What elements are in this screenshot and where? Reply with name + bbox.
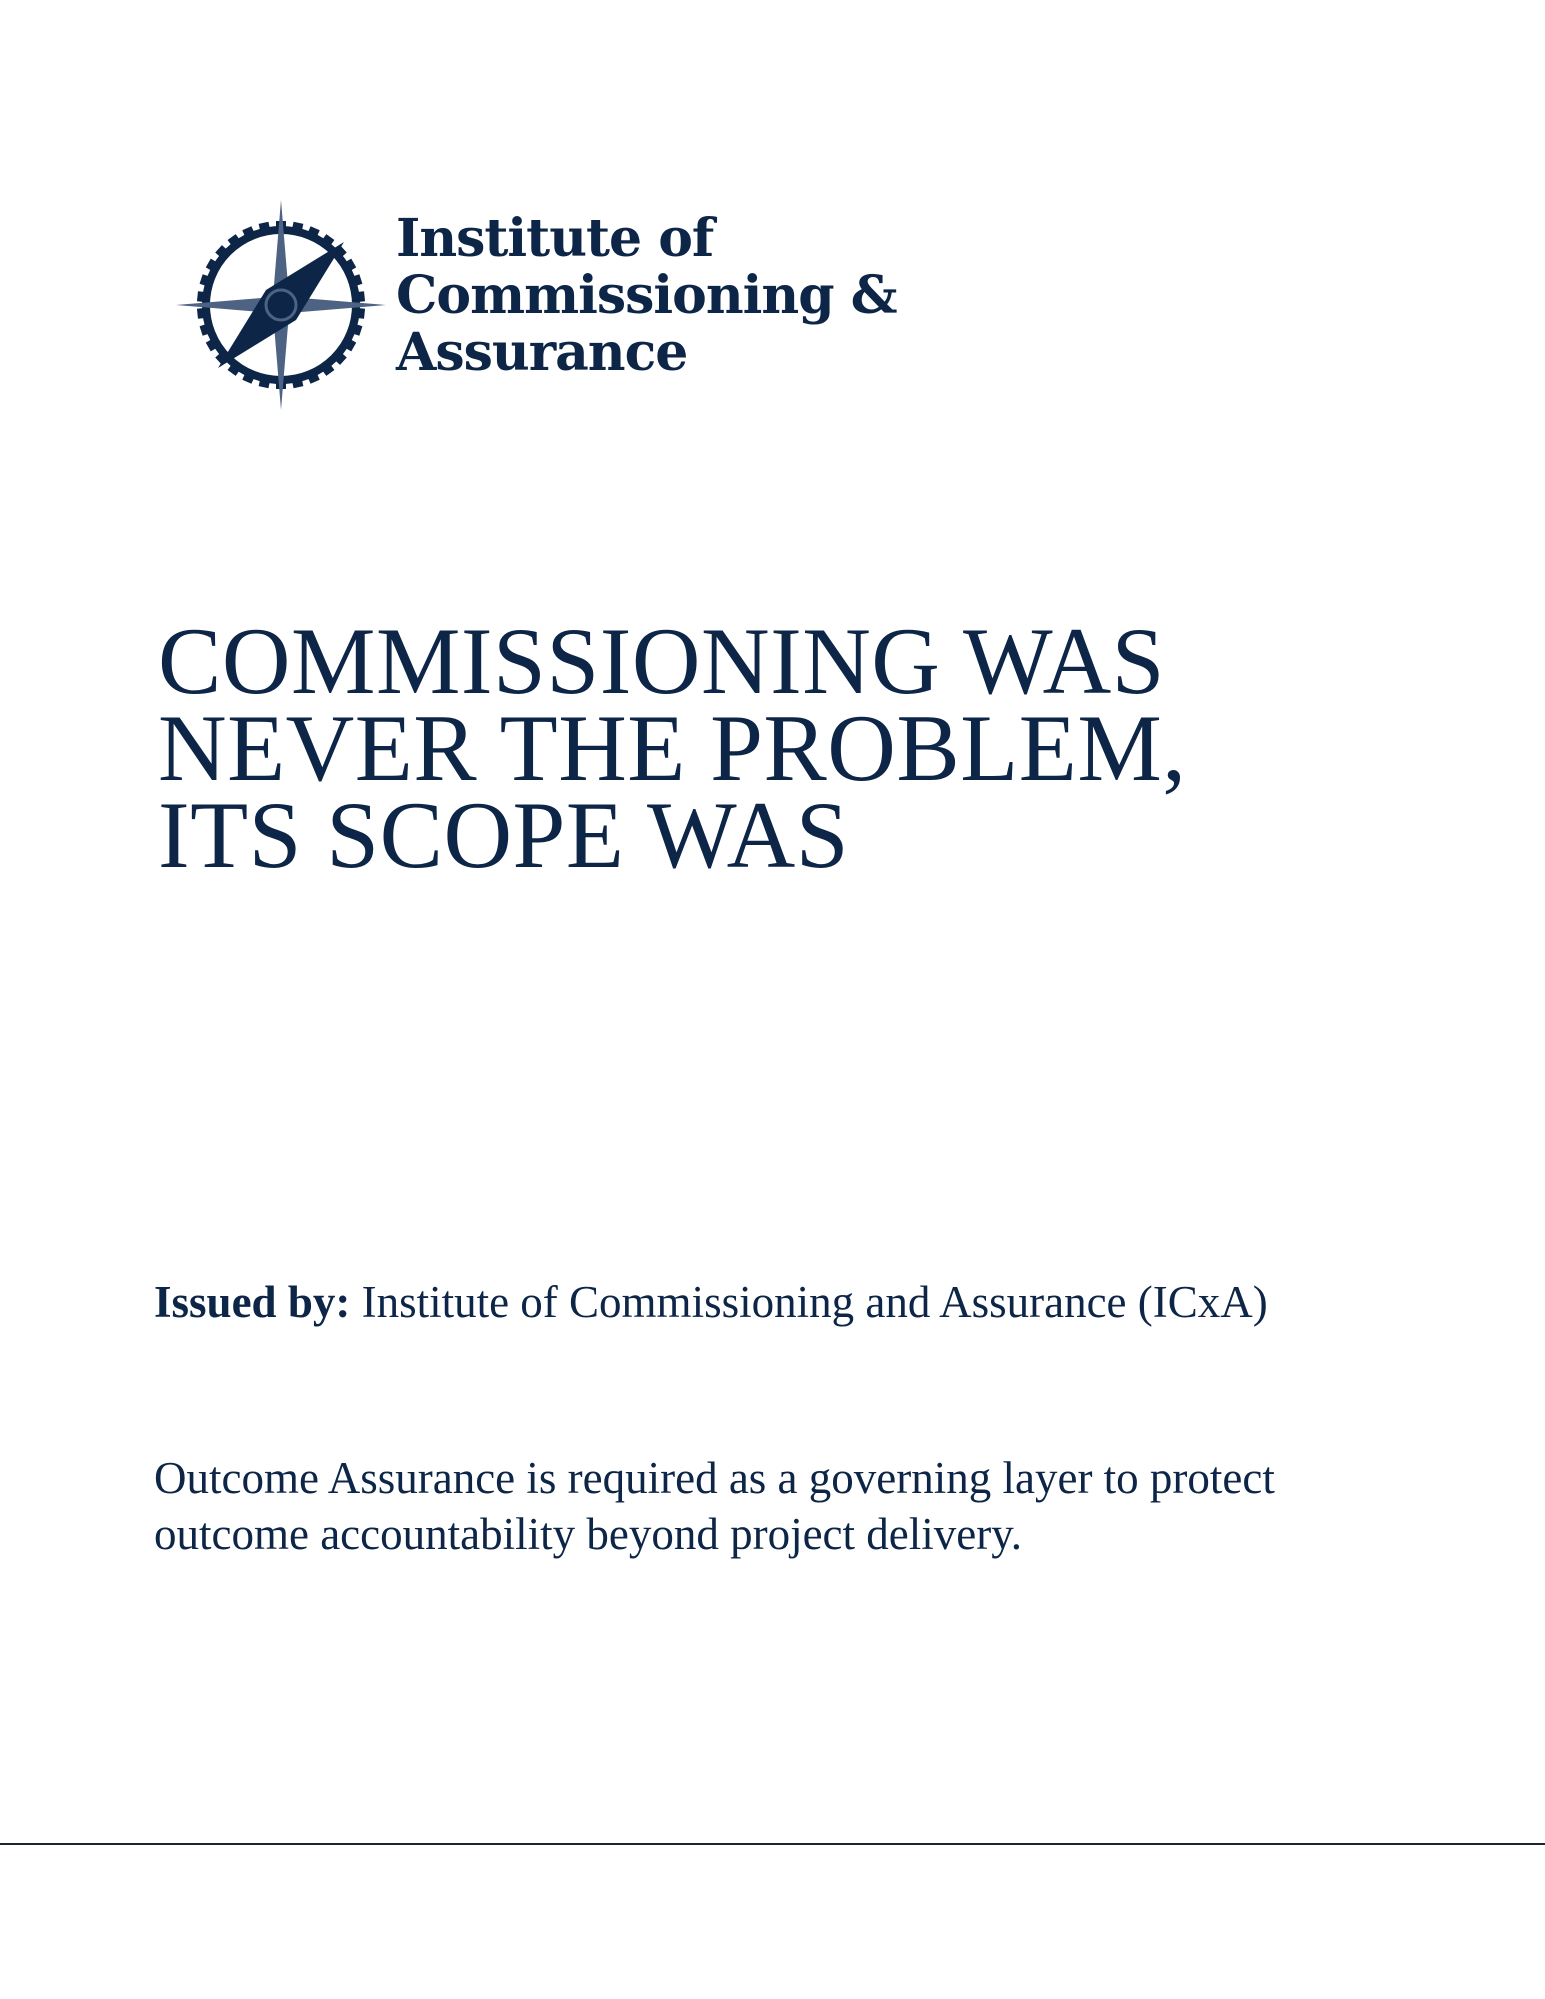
document-summary: Outcome Assurance is required as a governing layer to protect outcome accountability beyond project delivery.	[154, 1453, 1275, 1559]
logo-line-3: Assurance	[396, 322, 688, 383]
title-line-3: ITS SCOPE WAS	[158, 782, 850, 888]
organization-name	[396, 210, 897, 381]
issued-by-value: Institute of Commissioning and Assurance (ICxA)	[350, 1277, 1268, 1327]
issued-by-statement	[154, 1277, 1354, 1327]
title-line-1: COMMISSIONING WAS	[158, 608, 1166, 714]
footer-divider	[0, 1843, 1545, 1845]
document-title	[158, 608, 1187, 888]
logo-line-2: Commissioning &	[396, 265, 897, 326]
issued-by-label: Issued by:	[154, 1277, 351, 1327]
title-line-2: NEVER THE PROBLEM,	[158, 695, 1187, 801]
organization-logo	[172, 196, 897, 414]
logo-line-1: Institute of	[396, 208, 714, 269]
compass-gear-icon	[172, 196, 390, 414]
